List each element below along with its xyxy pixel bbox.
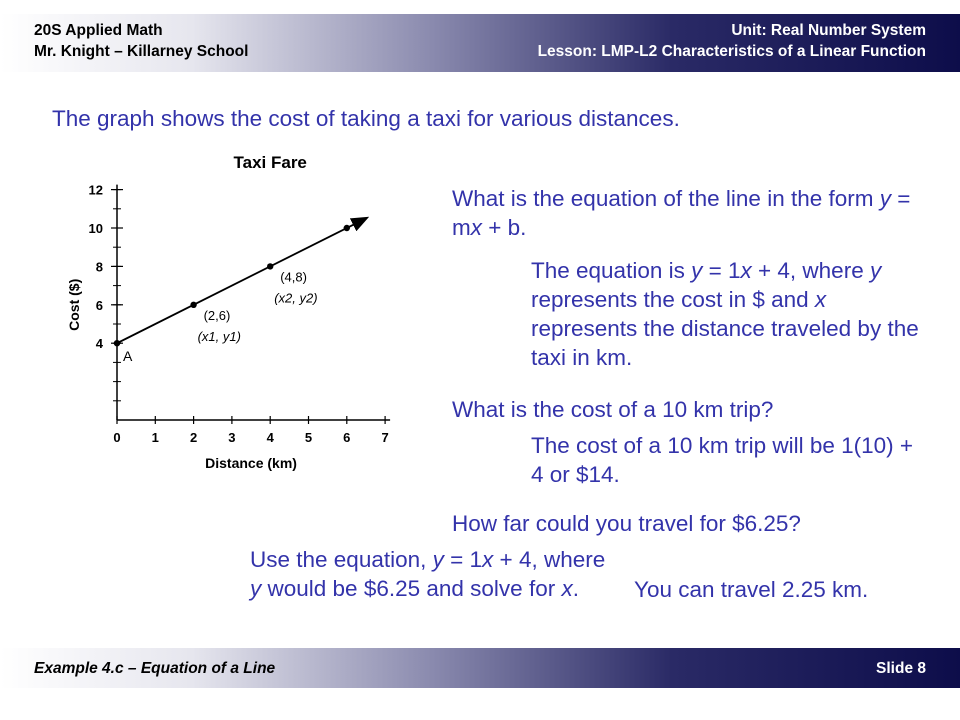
q1-var-x: x <box>470 215 482 240</box>
data-point <box>267 263 273 269</box>
a1-t2: = 1 <box>702 258 741 283</box>
answer-4: You can travel 2.25 km. <box>634 577 869 602</box>
fare-line <box>117 218 366 343</box>
point-variable-label: (x1, y1) <box>197 328 241 344</box>
y-axis-label: Cost ($) <box>66 278 82 331</box>
chart-title: Taxi Fare <box>233 153 307 172</box>
point-coord-label: (4,8) <box>280 269 307 285</box>
teacher-name: Mr. Knight – Killarney School <box>34 43 249 60</box>
point-variable-label: (x2, y2) <box>274 290 318 306</box>
question-3: How far could you travel for $6.25? <box>452 511 801 536</box>
y-tick-label: 8 <box>95 259 103 275</box>
a3-t1: Use the equation, <box>250 547 433 572</box>
x-tick-label: 6 <box>343 430 351 445</box>
intro-text: The graph shows the cost of taking a taxi for various distances. <box>52 106 680 131</box>
answer-3 <box>250 545 620 603</box>
example-title: Example 4.c – Equation of a Line <box>34 660 276 677</box>
q1-mid: = m <box>452 186 911 240</box>
course-name: 20S Applied Math <box>34 22 163 39</box>
lesson-title: Lesson: LMP-L2 Characteristics of a Linear Function <box>537 43 926 60</box>
a1-y2: y <box>869 258 882 283</box>
x-tick-label: 4 <box>266 430 274 445</box>
answer-2: The cost of a 10 km trip will be 1(10) + 4 or $14. <box>531 433 914 487</box>
x-tick-label: 7 <box>381 430 389 445</box>
a3-t4: would be $6.25 and solve for <box>261 576 562 601</box>
x-tick-label: 0 <box>113 430 121 445</box>
x-tick-label: 1 <box>151 430 159 445</box>
x-tick-label: 3 <box>228 430 236 445</box>
a1-t4: represents the cost in $ and <box>531 287 815 312</box>
answer-1 <box>531 256 931 372</box>
question-1 <box>452 184 922 242</box>
x-axis-label: Distance (km) <box>205 455 297 471</box>
data-point <box>344 225 350 231</box>
a1-y1: y <box>691 258 703 283</box>
a3-y2: y <box>250 576 262 601</box>
a3-x2: x <box>561 576 573 601</box>
header-bar <box>0 14 960 72</box>
q1-pre: What is the equation of the line in the form <box>452 186 880 211</box>
y-tick-label: 10 <box>88 221 103 236</box>
data-point <box>190 302 196 308</box>
header-right <box>538 14 960 72</box>
slide-number: Slide 8 <box>876 660 926 677</box>
y-tick-label: 12 <box>88 182 103 198</box>
a1-t3: + 4, where <box>751 258 870 283</box>
taxi-fare-chart <box>50 140 420 480</box>
a3-y1: y <box>432 547 444 572</box>
point-a-label: A <box>123 348 133 365</box>
point-coord-label: (2,6) <box>203 307 231 323</box>
a1-t1: The equation is <box>531 258 692 283</box>
a3-t2: = 1 <box>443 547 483 572</box>
x-tick-label: 2 <box>189 430 198 445</box>
footer-bar <box>0 648 960 688</box>
unit-title: Unit: Real Number System <box>731 22 926 39</box>
q1-var-y: y <box>879 186 891 211</box>
a3-x1: x <box>482 547 494 572</box>
y-tick-label: 6 <box>95 297 103 313</box>
x-tick-label: 5 <box>304 430 313 445</box>
a3-t5: . <box>572 576 579 601</box>
data-point <box>114 340 120 346</box>
a1-x2: x <box>814 287 827 312</box>
y-tick-label: 4 <box>95 336 103 352</box>
a3-t3: + 4, where <box>493 547 606 572</box>
a1-t5: represents the distance traveled by the taxi in km. <box>531 316 919 370</box>
question-2: What is the cost of a 10 km trip? <box>452 397 774 422</box>
header-left <box>0 14 248 72</box>
q1-post: + b. <box>482 215 527 240</box>
a1-x1: x <box>740 258 752 283</box>
